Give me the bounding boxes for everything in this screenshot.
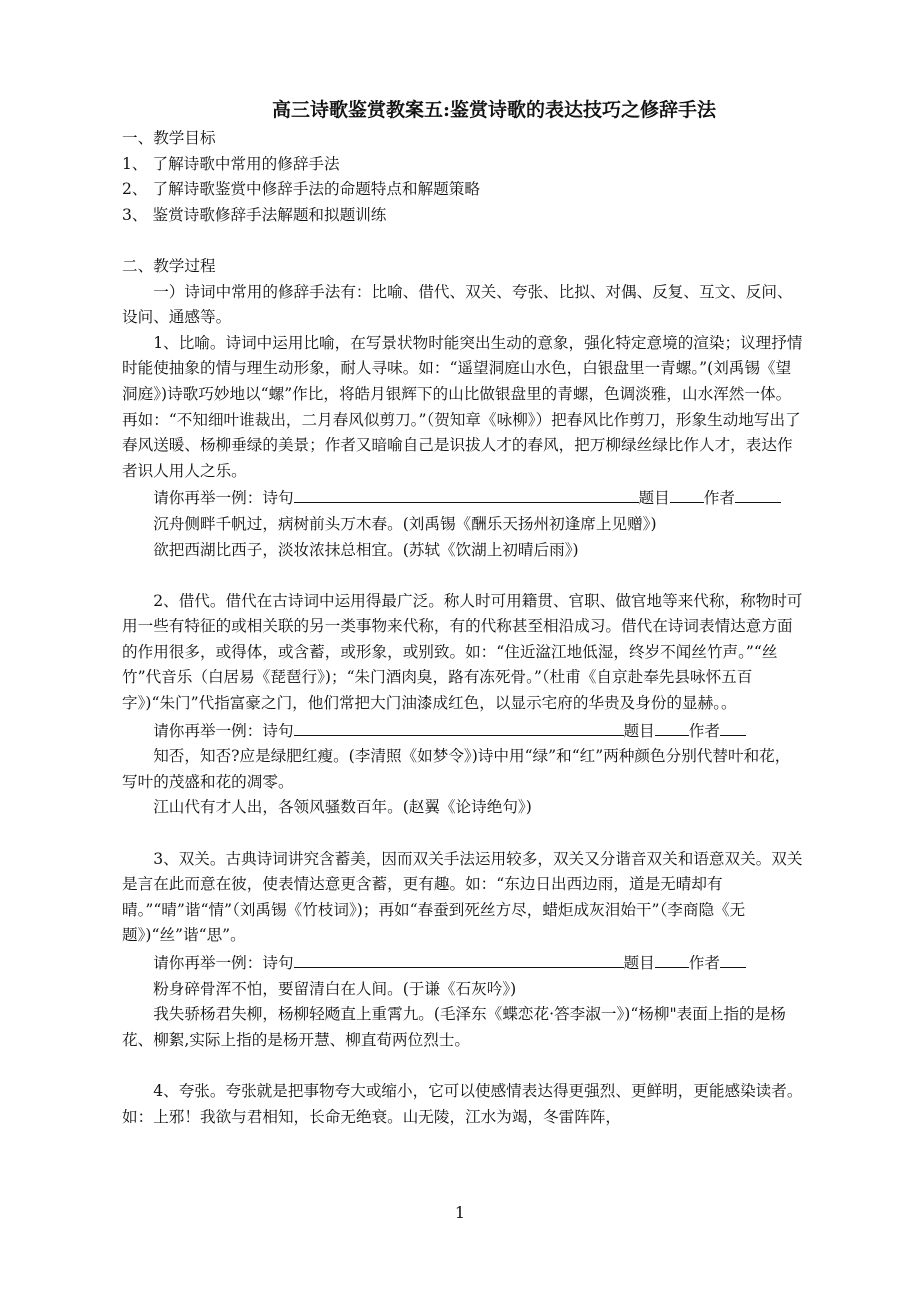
- example-line: 江山代有才人出，各领风骚数百年。(赵翼《论诗绝句》): [153, 798, 532, 817]
- page-number: 1: [454, 1203, 466, 1222]
- intro-paragraph: 一）诗词中常用的修辞手法有：比喻、借代、双关、夸张、比拟、对偶、反复、互文、反问、设问、通感等。: [122, 282, 793, 327]
- fill-in-line: [122, 484, 804, 512]
- fill-author-label: 作者: [688, 721, 720, 740]
- title-blank[interactable]: [655, 717, 689, 736]
- title-blank[interactable]: [655, 949, 689, 968]
- spacer: [122, 821, 804, 847]
- section-heading-goals: 一、教学目标: [122, 129, 216, 147]
- goal-item: 2、 了解诗歌鉴赏中修辞手法的命题特点和解题策略: [122, 180, 480, 199]
- spacer: [122, 563, 804, 589]
- fill-author-label: 作者: [703, 489, 735, 508]
- poem-blank[interactable]: [294, 484, 639, 503]
- fill-prompt: 请你再举一例：诗句: [153, 721, 294, 740]
- title-blank[interactable]: [670, 484, 704, 503]
- fill-title-label: 题目: [623, 954, 655, 972]
- metaphor-paragraph: 1、比喻。诗词中运用比喻，在写景状物时能突出生动的意象，强化特定意境的渲染；议理抒情时能使抽象的情与理生动形象，耐人寻味。如：“遥望洞庭山水色，白银盘里一青螺。”(刘禹锡《望洞庭》)诗歌巧妙地以“螺”作比，将皓月银辉下的山比做银盘里的青螺，色调淡雅，山水浑然一体。再如：“不知细叶谁裁出，二月春风似剪刀。”（贺知章《咏柳》）把春风比作剪刀，形象生动地写出了春风送暖、杨柳垂绿的美景；作者又暗喻自己是识拔人才的春风，把万柳绿丝绿比作人才，表达作者识人用人之乐。: [122, 333, 803, 480]
- fill-in-line: [122, 949, 804, 977]
- author-blank[interactable]: [720, 949, 746, 968]
- example-line: 知否，知否?应是绿肥红瘦。(李清照《如梦令》)诗中用“绿”和“红”两种颜色分别代替叶和花，写叶的茂盛和花的凋零。: [122, 747, 791, 791]
- section-heading-process: 二、教学过程: [122, 256, 216, 275]
- fill-title-label: 题目: [638, 489, 670, 508]
- pun-paragraph: 3、双关。古典诗词讲究含蓄美，因而双关手法运用较多，双关又分谐音双关和语意双关。双关是言在此而意在彼，使表情达意更含蓄，更有趣。如：“东边日出西边雨，道是无晴却有晴。”“晴”谐“情”（刘禹锡《竹枝词》)；再如“春蚕到死丝方尽，蜡炬成灰泪始干”（李商隐《无题》)“丝”谐“思”。: [122, 849, 803, 945]
- fill-prompt: 请你再举一例：诗句: [153, 489, 294, 508]
- fill-prompt: 请你再举一例：诗句: [153, 954, 294, 972]
- fill-title-label: 题目: [623, 721, 655, 740]
- spacer: [122, 1053, 804, 1079]
- poem-blank[interactable]: [294, 949, 624, 968]
- example-line: 欲把西湖比西子，淡妆浓抹总相宜。(苏轼《饮湖上初晴后雨》): [153, 540, 579, 559]
- hyperbole-paragraph: 4、夸张。夸张就是把事物夸大或缩小，它可以使感情表达得更强烈、更鲜明，更能感染读者。如：上邪！我欲与君相知，长命无绝衰。山无陵，江水为竭，冬雷阵阵，: [122, 1081, 803, 1126]
- metonymy-paragraph: 2、借代。借代在古诗词中运用得最广泛。称人时可用籍贯、官职、做官地等来代称，称物时可用一些有特征的或相关联的另一类事物来代称，有的代称甚至相沿成习。借代在诗词表情达意方面的作用很多，或得体，或含蓄，或形象，或别致。如：“住近湓江地低湿，终岁不闻丝竹声。”“丝竹”代音乐（白居易《琵琶行》)；“朱门酒肉臭，路有冻死骨。”（杜甫《自京赴奉先县咏怀五百字》)“朱门”代指富豪之门，他们常把大门油漆成红色，以显示宅府的华贵及身份的显赫。。: [122, 591, 803, 713]
- fill-author-label: 作者: [688, 954, 720, 972]
- author-blank[interactable]: [735, 484, 781, 503]
- author-blank[interactable]: [720, 717, 746, 736]
- goal-item: 1、 了解诗歌中常用的修辞手法: [122, 154, 340, 173]
- goal-item: 3、 鉴赏诗歌修辞手法解题和拟题训练: [122, 205, 387, 224]
- example-line: 沉舟侧畔千帆过，病树前头万木春。(刘禹锡《酬乐天扬州初逢席上见赠》): [153, 514, 657, 533]
- poem-blank[interactable]: [294, 717, 624, 736]
- document-title: 高三诗歌鉴赏教案五:鉴赏诗歌的表达技巧之修辞手法: [272, 99, 717, 121]
- example-line: 粉身碎骨浑不怕，要留清白在人间。(于谦《石灰吟》): [153, 979, 517, 998]
- example-line: 我失骄杨君失柳，杨柳轻飏直上重霄九。(毛泽东《蝶恋花·答李淑一》)“杨柳"表面上指的是杨花、柳絮,实际上指的是杨开慧、柳直荀两位烈士。: [122, 1005, 786, 1049]
- spacer: [122, 228, 804, 254]
- fill-in-line: [122, 717, 804, 745]
- document-body: [122, 126, 804, 1130]
